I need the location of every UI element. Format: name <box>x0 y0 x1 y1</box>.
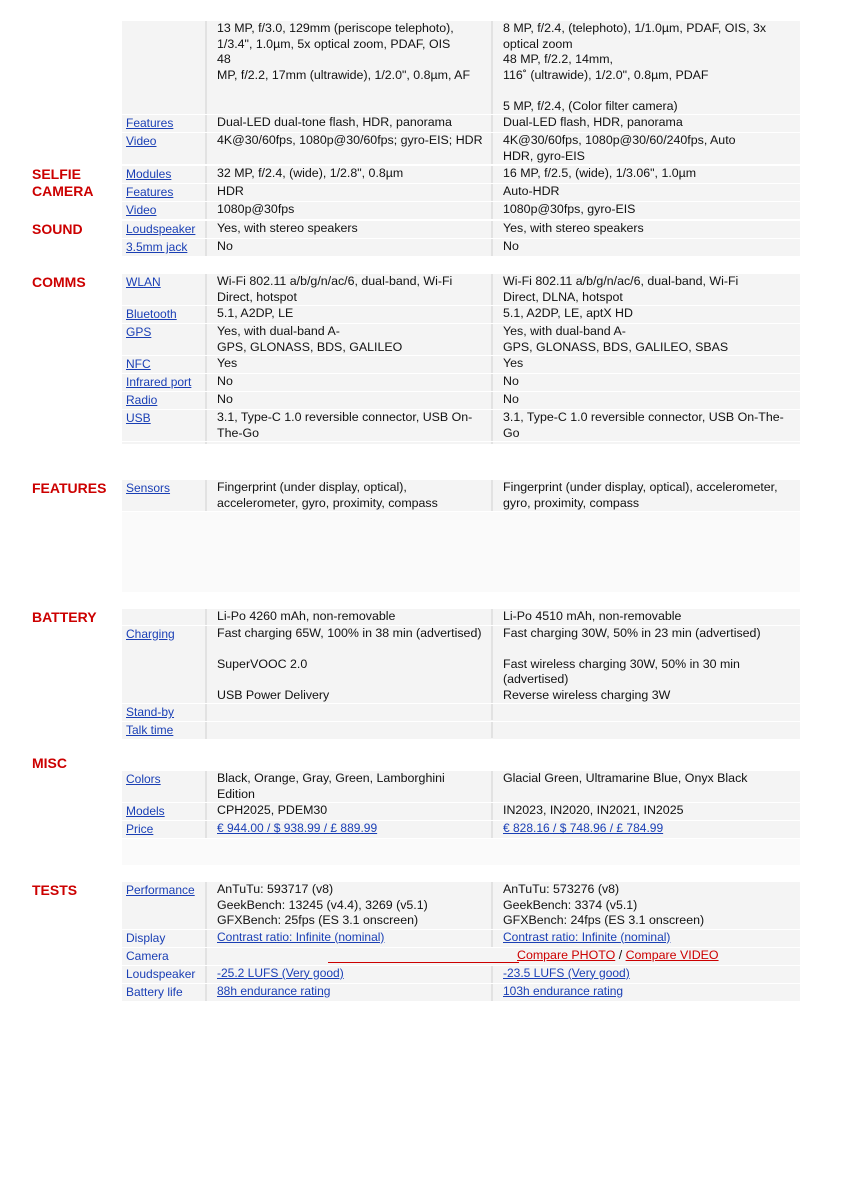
sound-group <box>22 220 800 257</box>
tests-section-title: TESTS <box>32 882 78 898</box>
misc-models-link[interactable]: Models <box>126 804 165 818</box>
misc-models-row <box>122 803 800 821</box>
misc-models-value-2: IN2023, IN2020, IN2021, IN2025 <box>503 803 684 817</box>
main-camera-features-value-1: Dual-LED dual-tone flash, HDR, panorama <box>207 115 493 132</box>
features-section-title: FEATURES <box>32 480 107 496</box>
comms-wlan-link[interactable]: WLAN <box>126 275 161 289</box>
selfie-video-value-2: 1080p@30fps, gyro-EIS <box>503 202 636 216</box>
battery-section-title: BATTERY <box>32 609 97 625</box>
misc-section-title: MISC <box>32 755 67 771</box>
battery-standby-row <box>122 704 800 722</box>
sound-loudspeaker-value-2: Yes, with stereo speakers <box>503 221 644 235</box>
tests-loudspeaker-label: Loudspeaker <box>126 966 196 981</box>
selfie-modules-row <box>122 166 800 184</box>
comms-infrared-link[interactable]: Infrared port <box>126 375 192 389</box>
tests-loudspeaker-value-2-link[interactable]: -23.5 LUFS (Very good) <box>503 965 630 980</box>
features-sensors-value-1: Fingerprint (under display, optical), accelerometer, gyro, proximity, compass <box>207 480 493 511</box>
comms-infrared-value-1: No <box>207 374 493 391</box>
battery-main-value-2: Li-Po 4510 mAh, non-removable <box>503 609 682 623</box>
spec-comparison-page <box>22 20 800 1002</box>
main-camera-video-row <box>122 133 800 165</box>
comms-section-title: COMMS <box>32 274 86 290</box>
selfie-modules-value-2: 16 MP, f/2.5, (wide), 1/3.06", 1.0µm <box>503 166 697 180</box>
selfie-video-link[interactable]: Video <box>126 203 157 217</box>
main-camera-video-value-2: 4K@30/60fps, 1080p@30/60/240fps, Auto HDR, gyro-EIS <box>503 133 736 163</box>
features-sensors-link[interactable]: Sensors <box>126 481 171 495</box>
compare-photo-link[interactable]: Compare PHOTO <box>517 947 616 962</box>
sound-loudspeaker-link[interactable]: Loudspeaker <box>126 222 196 236</box>
misc-price-value-2-link[interactable]: € 828.16 / $ 748.96 / £ 784.99 <box>503 821 664 835</box>
main-camera-modules-row <box>122 21 800 115</box>
misc-colors-link[interactable]: Colors <box>126 772 161 786</box>
tests-performance-link[interactable]: Performance <box>126 883 195 897</box>
selfie-camera-group <box>22 165 800 220</box>
battery-talktime-link[interactable]: Talk time <box>126 723 174 737</box>
comms-usb-link[interactable]: USB <box>126 411 151 425</box>
tests-performance-row <box>122 882 800 930</box>
compare-separator: / <box>615 947 626 962</box>
main-camera-features-value-2: Dual-LED flash, HDR, panorama <box>503 115 683 129</box>
sound-loudspeaker-row <box>122 221 800 239</box>
tests-battery-label: Battery life <box>126 984 183 999</box>
comms-infrared-row <box>122 374 800 392</box>
comms-usb-row <box>122 410 800 442</box>
selfie-camera-section-title: SELFIE CAMERA <box>32 166 94 199</box>
comms-group <box>22 273 800 445</box>
comms-radio-value-2: No <box>503 392 519 406</box>
battery-charging-link[interactable]: Charging <box>126 626 175 641</box>
tests-battery-row <box>122 984 800 1002</box>
tests-battery-value-1-link[interactable]: 88h endurance rating <box>217 983 331 998</box>
sound-jack-value-1: No <box>207 239 493 256</box>
comms-usb-value-2: 3.1, Type-C 1.0 reversible connector, USB On-The- Go <box>503 410 784 440</box>
comms-radio-link[interactable]: Radio <box>126 393 158 407</box>
comms-gps-row <box>122 324 800 356</box>
comms-nfc-value-1: Yes <box>207 356 493 373</box>
comms-nfc-link[interactable]: NFC <box>126 357 151 371</box>
battery-main-value-1: Li-Po 4260 mAh, non-removable <box>207 609 493 625</box>
selfie-video-value-1: 1080p@30fps <box>207 202 493 219</box>
misc-price-link[interactable]: Price <box>126 822 154 836</box>
battery-group <box>22 608 800 740</box>
battery-charging-row <box>122 626 800 705</box>
selfie-features-value-1: HDR <box>207 184 493 201</box>
comms-gps-value-2: Yes, with dual-band A- GPS, GLONASS, BDS, GALILEO, SBAS <box>503 324 729 354</box>
selfie-features-value-2: Auto-HDR <box>503 184 560 198</box>
features-sensors-value-2: Fingerprint (under display, optical), accelerometer, gyro, proximity, compass <box>503 480 778 510</box>
tests-display-row <box>122 930 800 948</box>
misc-group <box>22 754 800 865</box>
selfie-modules-value-1: 32 MP, f/2.4, (wide), 1/2.8", 0.8µm <box>207 166 493 183</box>
tests-performance-value-1: AnTuTu: 593717 (v8) GeekBench: 13245 (v4.4), 3269 (v5.1) GFXBench: 25fps (ES 3.1 onscreen) <box>207 882 493 929</box>
comms-bluetooth-row <box>122 306 800 324</box>
misc-models-value-1: CPH2025, PDEM30 <box>207 803 493 820</box>
battery-standby-link[interactable]: Stand-by <box>126 705 175 719</box>
comms-usb-value-1: 3.1, Type-C 1.0 reversible connector, USB On- The-Go <box>207 410 493 441</box>
main-camera-video-value-1: 4K@30/60fps, 1080p@30/60fps; gyro-EIS; HDR <box>207 133 493 164</box>
comms-bluetooth-value-1: 5.1, A2DP, LE <box>207 306 493 323</box>
comms-bluetooth-link[interactable]: Bluetooth <box>126 307 177 321</box>
tests-battery-value-2-link[interactable]: 103h endurance rating <box>503 983 624 998</box>
battery-charging-value-1: Fast charging 65W, 100% in 38 min (advertised) SuperVOOC 2.0 USB Power Delivery <box>207 626 493 704</box>
main-camera-features-link[interactable]: Features <box>126 116 174 130</box>
battery-charging-value-2: Fast charging 30W, 50% in 23 min (advertised) Fast wireless charging 30W, 50% in 30 min (advertised) Reverse wireless charging 3W <box>503 625 761 702</box>
compare-video-link[interactable]: Compare VIDEO <box>625 947 719 962</box>
tests-loudspeaker-row <box>122 966 800 984</box>
main-camera-section-title <box>22 21 122 165</box>
tests-performance-value-2: AnTuTu: 573276 (v8) GeekBench: 3374 (v5.1) GFXBench: 24fps (ES 3.1 onscreen) <box>503 882 705 927</box>
main-camera-group <box>22 20 800 165</box>
sound-jack-row <box>122 239 800 257</box>
tests-loudspeaker-value-1-link[interactable]: -25.2 LUFS (Very good) <box>217 965 344 980</box>
battery-main-row <box>122 609 800 626</box>
comms-nfc-row <box>122 356 800 374</box>
selfie-video-row <box>122 202 800 220</box>
main-camera-modules-value-1: 13 MP, f/3.0, 129mm (periscope telephoto), 1/3.4", 1.0µm, 5x optical zoom, PDAF, OIS 48 MP, f/2.2, 17mm (ultrawide), 1/2.0", 0.8µm, AF <box>207 21 493 114</box>
misc-colors-value-2: Glacial Green, Ultramarine Blue, Onyx Black <box>503 771 748 785</box>
comms-infrared-value-2: No <box>503 374 519 388</box>
main-camera-modules-value-2: 8 MP, f/2.4, (telephoto), 1/1.0µm, PDAF, OIS, 3x optical zoom 48 MP, f/2.2, 14mm, 116˚ (ultrawide), 1/2.0", 0.8µm, PDAF 5 MP, f/2.4, (Color filter camera) <box>503 21 767 113</box>
selfie-modules-link[interactable]: Modules <box>126 167 172 181</box>
sound-jack-link[interactable]: 3.5mm jack <box>126 240 188 254</box>
comms-radio-row <box>122 392 800 410</box>
battery-talktime-row <box>122 722 800 740</box>
misc-price-row <box>122 821 800 839</box>
misc-colors-value-1: Black, Orange, Gray, Green, Lamborghini Edition <box>207 771 493 802</box>
tests-display-value-2-link[interactable]: Contrast ratio: Infinite (nominal) <box>503 929 671 944</box>
sound-jack-value-2: No <box>503 239 519 253</box>
tests-display-label: Display <box>126 930 166 945</box>
comms-gps-value-1: Yes, with dual-band A- GPS, GLONASS, BDS, GALILEO <box>207 324 493 355</box>
tests-camera-row <box>122 948 800 966</box>
misc-colors-row <box>122 771 800 803</box>
comms-nfc-value-2: Yes <box>503 356 524 370</box>
tests-display-value-1-link[interactable]: Contrast ratio: Infinite (nominal) <box>217 929 385 944</box>
comms-bluetooth-value-2: 5.1, A2DP, LE, aptX HD <box>503 306 633 320</box>
features-blank-area <box>122 512 800 592</box>
main-camera-features-row <box>122 115 800 133</box>
comms-wlan-value-1: Wi-Fi 802.11 a/b/g/n/ac/6, dual-band, Wi-Fi Direct, hotspot <box>207 274 493 305</box>
selfie-features-link[interactable]: Features <box>126 185 174 199</box>
tests-camera-compare <box>493 948 800 965</box>
features-sensors-row <box>122 480 800 512</box>
misc-price-value-1-link[interactable]: € 944.00 / $ 938.99 / £ 889.99 <box>217 821 378 835</box>
comms-gps-link[interactable]: GPS <box>126 325 152 339</box>
compare-underline <box>328 962 519 963</box>
comms-wlan-value-2: Wi-Fi 802.11 a/b/g/n/ac/6, dual-band, Wi-Fi Direct, DLNA, hotspot <box>503 274 739 304</box>
sound-loudspeaker-value-1: Yes, with stereo speakers <box>207 221 493 238</box>
sound-section-title: SOUND <box>32 221 83 237</box>
comms-radio-value-1: No <box>207 392 493 409</box>
tests-camera-label: Camera <box>126 948 169 963</box>
selfie-features-row <box>122 184 800 202</box>
tests-group <box>22 881 800 1002</box>
features-group <box>22 479 800 592</box>
main-camera-video-link[interactable]: Video <box>126 134 157 148</box>
comms-wlan-row <box>122 274 800 306</box>
